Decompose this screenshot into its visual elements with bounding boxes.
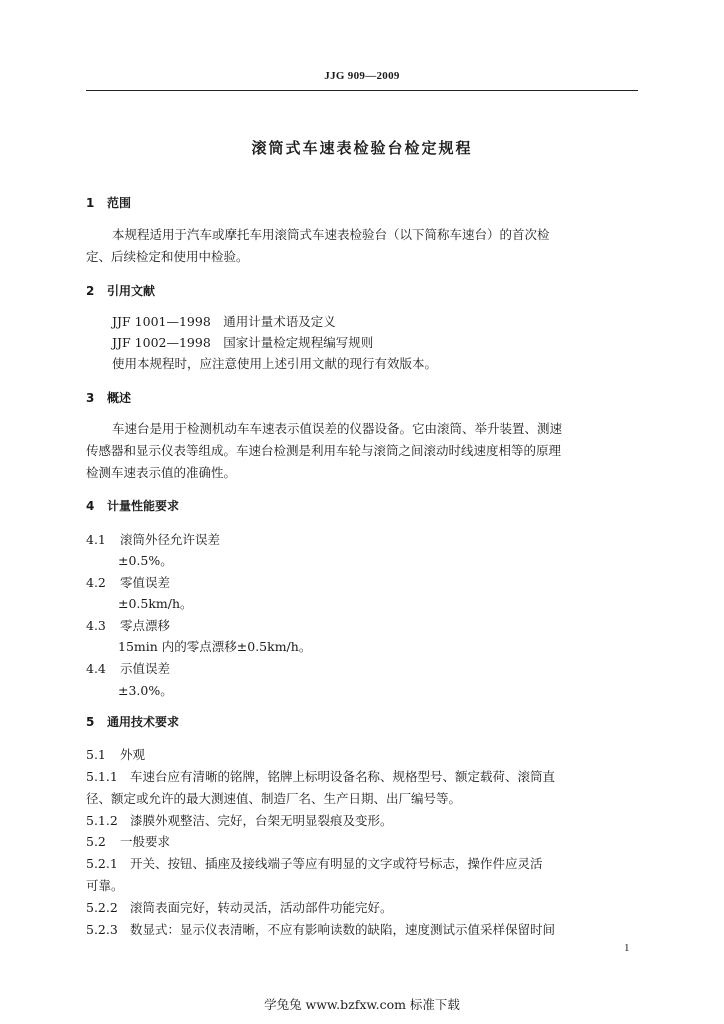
- section-title: 范围: [107, 196, 132, 210]
- document-code-header: JJG 909—2009: [324, 70, 400, 82]
- clause-5-2-3: [86, 920, 555, 938]
- paragraph-line: 定、后续检定和使用中检验。: [86, 249, 249, 264]
- clause-number: 4.4: [86, 661, 106, 676]
- section-4-heading: [86, 497, 179, 514]
- clause-number: 5.1.2: [86, 813, 118, 828]
- clause-text: 漆膜外观整洁、完好，台架无明显裂痕及变形。: [130, 813, 393, 828]
- clause-title: 零值误差: [120, 575, 171, 590]
- clause-number: 5.2.2: [86, 900, 118, 915]
- paragraph-line: 车速台是用于检测机动车车速表示值误差的仪器设备。它由滚筒、举升装置、测速: [112, 421, 563, 436]
- clause-5-2: [86, 832, 170, 850]
- section-title: 计量性能要求: [107, 499, 180, 513]
- section-number: 2: [86, 284, 95, 298]
- clause-text: 数显式：显示仪表清晰，不应有影响读数的缺陷，速度测试示值采样保留时间: [130, 922, 556, 937]
- section-3-heading: [86, 389, 131, 406]
- clause-5-1-1: [86, 767, 555, 785]
- clause-value: ±0.5km/h。: [118, 596, 193, 611]
- clause-4-4: [86, 659, 170, 677]
- section-number: 1: [86, 196, 95, 210]
- clause-4-1: [86, 530, 220, 548]
- clause-5-1-2: [86, 811, 393, 829]
- paragraph-line: 本规程适用于汽车或摩托车用滚筒式车速表检验台（以下简称车速台）的首次检: [112, 227, 550, 242]
- reference-item: JJF 1001—1998 通用计量术语及定义: [112, 314, 336, 329]
- clause-4-2: [86, 573, 170, 591]
- clause-title: 一般要求: [120, 834, 171, 849]
- clause-4-3: [86, 616, 170, 634]
- section-title: 引用文献: [107, 284, 156, 298]
- clause-title: 外观: [120, 747, 146, 762]
- clause-number: 4.1: [86, 532, 106, 547]
- footer-watermark: 学兔兔 www.bzfxw.com 标准下载: [264, 997, 460, 1012]
- paragraph-line: 使用本规程时，应注意使用上述引用文献的现行有效版本。: [112, 356, 438, 371]
- clause-title: 滚筒外径允许误差: [120, 532, 221, 547]
- section-number: 3: [86, 391, 95, 405]
- clause-number: 5.1.1: [86, 769, 118, 784]
- clause-number: 5.2.3: [86, 922, 118, 937]
- clause-5-1: [86, 745, 145, 763]
- clause-title: 示值误差: [120, 661, 171, 676]
- clause-number: 5.1: [86, 747, 106, 762]
- clause-number: 5.2.1: [86, 856, 118, 871]
- clause-text: 车速台应有清晰的铭牌，铭牌上标明设备名称、规格型号、额定载荷、滚筒直: [130, 769, 556, 784]
- paragraph-line: 传感器和显示仪表等组成。车速台检测是利用车轮与滚筒之间滚动时线速度相等的原理: [86, 443, 562, 458]
- clause-value: 15min 内的零点漂移±0.5km/h。: [118, 639, 312, 654]
- clause-number: 4.3: [86, 618, 106, 633]
- clause-number: 4.2: [86, 575, 106, 590]
- clause-continuation: 径、额定或允许的最大测速值、制造厂名、生产日期、出厂编号等。: [86, 791, 462, 806]
- clause-continuation: 可靠。: [86, 878, 124, 893]
- section-number: 4: [86, 499, 95, 513]
- clause-5-2-2: [86, 898, 393, 916]
- reference-item: JJF 1002—1998 国家计量检定规程编写规则: [112, 335, 374, 350]
- clause-number: 5.2: [86, 834, 106, 849]
- section-number: 5: [86, 715, 95, 729]
- section-title: 通用技术要求: [107, 715, 180, 729]
- section-title: 概述: [107, 391, 132, 405]
- clause-value: ±3.0%。: [118, 683, 173, 698]
- paragraph-line: 检测车速表示值的准确性。: [86, 465, 237, 480]
- page-number: 1: [624, 942, 630, 954]
- clause-title: 零点漂移: [120, 618, 171, 633]
- section-1-heading: [86, 194, 131, 211]
- document-title: 滚筒式车速表检验台检定规程: [251, 139, 473, 157]
- section-2-heading: [86, 282, 155, 299]
- clause-value: ±0.5%。: [118, 553, 173, 568]
- clause-text: 开关、按钮、插座及接线端子等应有明显的文字或符号标志，操作件应灵活: [130, 856, 543, 871]
- header-rule: [86, 90, 638, 91]
- clause-5-2-1: [86, 854, 543, 872]
- section-5-heading: [86, 713, 179, 730]
- clause-text: 滚筒表面完好，转动灵活，活动部件功能完好。: [130, 900, 393, 915]
